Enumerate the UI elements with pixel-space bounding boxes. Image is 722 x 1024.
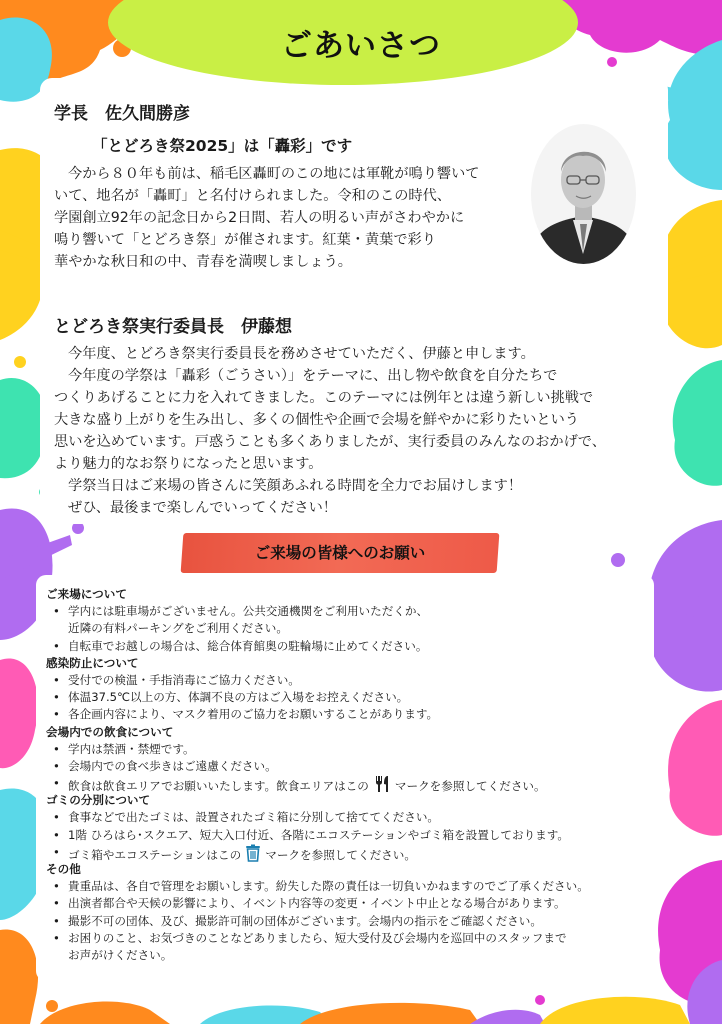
list-item: • 会場内での食べ歩きはご遠慮ください。	[46, 758, 656, 775]
list-item: • 学内には駐車場がございません。公共交通機関をご利用いただくか、	[46, 603, 656, 620]
list-item: • 受付での検温・手指消毒にご協力ください。	[46, 672, 656, 689]
chair-line: つくりあげることに力を入れてきました。このテーマには例年とは違う新しい挑戦で	[54, 390, 594, 406]
principal-line: 学園創立92年の記念日から2日間、若人の明るい声がさわやかに	[54, 210, 465, 226]
trash-text: ゴミ箱やエコステーションはこの	[68, 847, 242, 862]
chair-line: 大きな盛り上がりを生み出し、多くの個性や企画で会場を鮮やかに彩りたいという	[54, 412, 579, 428]
list-item-continued: 近隣の有料パーキングをご利用ください。	[68, 621, 288, 636]
list-item: • 各企画内容により、マスク着用のご協力をお願いすることがあります。	[46, 706, 656, 723]
principal-line: いて、地名が「轟町」と名付けられました。令和のこの時代、	[54, 188, 451, 204]
trash-can-icon	[245, 844, 261, 867]
list-item: • お困りのこと、お気づきのことなどありましたら、短大受付及び会場内を巡回中のスタッフまで	[46, 930, 656, 947]
principal-photo	[531, 124, 636, 264]
principal-subheading: 「とどろき祭2025」は「轟彩」です	[92, 137, 353, 155]
chair-line: 今年度の学祭は「轟彩（ごうさい）」をテーマに、出し物や飲食を自分たちで	[68, 368, 558, 384]
notice-category-other: その他	[46, 862, 81, 876]
splash-bottom	[40, 995, 690, 1024]
food-area-text-suffix: マークを参照してください。	[394, 779, 546, 794]
list-item	[46, 844, 656, 861]
fork-knife-icon	[373, 775, 391, 798]
list-item: • 学内は禁酒・禁煙です。	[46, 741, 656, 758]
list-item: • 撮影不可の団体、及び、撮影許可制の団体がございます。会場内の指示をご確認ください。	[46, 913, 656, 930]
principal-line: 今から８０年も前は、稲毛区轟町のこの地には軍靴が鳴り響いて	[68, 166, 480, 182]
list-item: • 出演者都合や天候の影響により、イベント内容等の変更・イベント中止となる場合があります。	[46, 895, 656, 912]
list-item: • 体温37.5℃以上の方、体調不良の方はご入場をお控えください。	[46, 689, 656, 706]
principal-line: 華やかな秋日和の中、青春を満喫しましょう。	[54, 254, 352, 270]
notice-category-trash: ゴミの分別について	[46, 793, 151, 808]
chair-line: より魅力的なお祭りになったと思います。	[54, 456, 323, 472]
list-item: • 食事などで出たゴミは、設置されたゴミ箱に分別して捨ててください。	[46, 809, 656, 826]
principal-heading: 学長 佐久間勝彦	[54, 104, 190, 124]
list-item-continued: お声がけください。	[68, 947, 173, 962]
splash-left-orange	[0, 930, 38, 1024]
notice-category-food: 会場内での飲食について	[46, 724, 174, 739]
food-area-text: 飲食は飲食エリアでお願いいたします。飲食エリアはこの	[68, 779, 369, 794]
principal-message	[54, 163, 479, 273]
list-item: • 自転車でお越しの場合は、総合体育館奥の駐輪場に止めてください。	[46, 638, 656, 655]
splash-right-pink	[668, 700, 722, 836]
page-title: ごあいさつ	[281, 28, 441, 64]
chair-message	[54, 343, 606, 519]
chair-line: 学祭当日はご来場の皆さんに笑顔あふれる時間を全力でお届けします！	[68, 478, 523, 494]
notice-banner: ご来場の皆様へのお願い	[254, 544, 426, 562]
list-item: • 1階 ひろはら･スクエア、短大入口付近、各階にエコステーションやゴミ箱を設置しております。	[46, 827, 656, 844]
notice-category-parking: ご来場について	[46, 587, 127, 601]
trash-text-suffix: マークを参照してください。	[265, 847, 416, 862]
chair-line: 今年度、とどろき祭実行委員長を務めさせていただく、伊藤と申します。	[68, 346, 535, 362]
chair-line: ぜひ、最後まで楽しんでいってください！	[68, 500, 337, 516]
notice-category-infection: 感染防止について	[46, 655, 139, 670]
list-item: • 貴重品は、各自で管理をお願いします。紛失した際の責任は一切負いかねますのでご了承ください。	[46, 878, 656, 895]
chair-line: 思いを込めています。戸惑うことも多くありましたが、実行委員のみんなのおかげで、	[54, 434, 606, 450]
chair-heading: とどろき祭実行委員長 伊藤想	[54, 317, 292, 337]
principal-line: 鳴り響いて「とどろき祭」が催されます。紅葉・黄葉で彩り	[54, 232, 436, 248]
notice-list	[46, 586, 656, 964]
list-item	[46, 775, 656, 792]
